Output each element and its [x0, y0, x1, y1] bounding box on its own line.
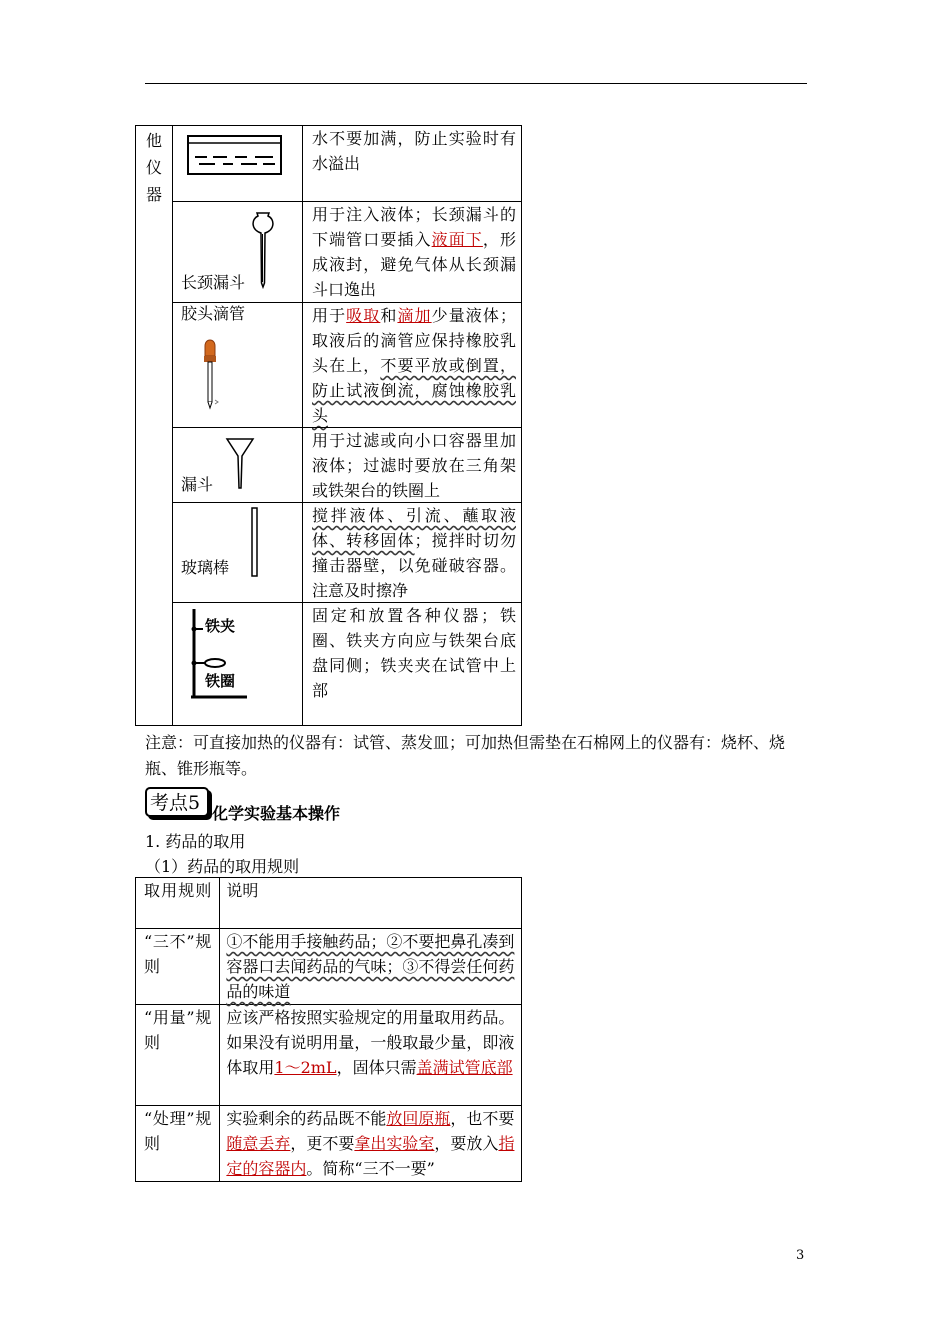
- image-cell: [173, 126, 303, 201]
- category-cell: [136, 126, 173, 725]
- desc-text: 不要平放或倒置，防止试液倒流，腐蚀橡胶乳头: [312, 356, 516, 425]
- table-row: [136, 929, 522, 1005]
- instrument-row-dropper: [173, 302, 522, 427]
- key-term: 吸取: [346, 306, 381, 325]
- iron-clamp-label: 铁夹: [205, 617, 236, 635]
- subheading: 1. 药品的取用: [145, 832, 246, 851]
- desc-text: ，固体只需: [336, 1058, 417, 1077]
- section-title: 化学实验基本操作: [212, 804, 341, 823]
- desc-text: ，也不要: [450, 1109, 515, 1128]
- long-neck-funnel-icon: [248, 210, 278, 290]
- key-term: 放回原瓶: [386, 1109, 451, 1128]
- instrument-name: 漏斗: [181, 475, 214, 494]
- note-text: 注意：可直接加热的仪器有：试管、蒸发皿；可加热但需垫在石棉网上的仪器有：烧杯、烧瓶、锥形瓶等。: [145, 733, 786, 778]
- instrument-row-funnel: [173, 427, 522, 502]
- image-cell: [173, 603, 303, 726]
- desc-text: 和: [380, 306, 398, 325]
- image-cell: [173, 303, 303, 427]
- instrument-desc: [304, 503, 516, 603]
- key-term: 指定的容器内: [226, 1134, 515, 1178]
- category-char: 他: [145, 131, 162, 150]
- section-badge: [145, 787, 209, 817]
- funnel-icon: [225, 436, 255, 492]
- desc-text: 应该严格按照实验规定的用量取用药品。如果没有说明用量，一般取最少量，即液体取用: [226, 1008, 515, 1077]
- key-term: 1～2mL: [274, 1058, 337, 1077]
- instrument-desc: [304, 428, 516, 503]
- desc-text: 搅拌液体、引流、蘸取液体、转移固体: [312, 506, 516, 550]
- iron-ring-label: 铁圈: [205, 672, 236, 690]
- key-term: 滴加: [397, 306, 432, 325]
- desc-text: ①不能用手接触药品；②不要把鼻孔凑到容器口去闻药品的气味；③不得尝任何药品的味道: [226, 932, 515, 1001]
- rule-desc: [220, 929, 522, 1005]
- key-term: 液面下: [431, 230, 483, 249]
- instrument-row-water-trough: [173, 126, 522, 201]
- page-number: 3: [796, 1248, 805, 1263]
- header-cell-rule: 取用规则: [136, 878, 220, 929]
- instrument-row-iron-stand: [173, 602, 522, 726]
- header-rule: [145, 83, 807, 84]
- key-term: 拿出实验室: [354, 1134, 435, 1153]
- rule-desc: [220, 1005, 522, 1106]
- desc-text: 用于过滤或向小口容器里加液体；过滤时要放在三角架或铁架台的铁圈上: [312, 431, 516, 500]
- desc-text: 固定和放置各种仪器；铁圈、铁夹方向应与铁架台底盘同侧；铁夹夹在试管中上部: [312, 606, 516, 700]
- instrument-desc: [304, 202, 516, 302]
- section-badge-label: 考点5: [150, 792, 201, 814]
- desc-text: 。简称“三不一要”: [306, 1159, 435, 1178]
- header-cell-desc: 说明: [220, 878, 522, 929]
- key-term: 盖满试管底部: [416, 1058, 513, 1077]
- instrument-name: 长颈漏斗: [181, 273, 246, 292]
- table-row: [136, 1005, 522, 1106]
- category-char: 仪: [145, 158, 162, 177]
- dropper-icon: [198, 336, 228, 412]
- image-cell: [173, 202, 303, 302]
- image-cell: [173, 503, 303, 602]
- instrument-name: 玻璃棒: [181, 558, 230, 577]
- desc-text: 水不要加满，防止实验时有水溢出: [312, 129, 516, 173]
- table-row: [136, 1106, 522, 1182]
- subheading: （1）药品的取用规则: [145, 857, 300, 876]
- table-header-row: [136, 878, 522, 929]
- instrument-desc: [304, 126, 516, 176]
- instrument-name: 胶头滴管: [181, 304, 246, 323]
- rules-table: [135, 877, 522, 1182]
- desc-text: 用于注入液体；长颈漏斗的下端管口要插入: [312, 205, 516, 249]
- desc-text: 用于: [312, 306, 347, 325]
- desc-text: 实验剩余的药品既不能: [226, 1109, 387, 1128]
- water-trough-icon: [185, 132, 285, 180]
- instrument-desc: [304, 303, 516, 428]
- instrument-row-long-neck-funnel: [173, 201, 522, 302]
- rule-name: “用量”规则: [136, 1005, 220, 1106]
- desc-text: ；搅拌时切勿撞击器壁，以免碰破容器。注意及时擦净: [312, 531, 516, 600]
- image-cell: [173, 428, 303, 502]
- key-term: 随意丢弃: [226, 1134, 291, 1153]
- rule-name: “三不”规则: [136, 929, 220, 1005]
- instrument-row-glass-rod: [173, 502, 522, 602]
- desc-text: 少量液体；取液后的滴管应保持橡胶乳头在上，: [312, 306, 516, 375]
- instrument-table: [135, 125, 522, 726]
- instrument-desc: [304, 603, 516, 703]
- glass-rod-icon: [249, 507, 261, 579]
- rule-name: “处理”规则: [136, 1106, 220, 1182]
- desc-text: ，更不要: [290, 1134, 355, 1153]
- desc-text: ，形成液封，避免气体从长颈漏斗口逸出: [312, 230, 516, 299]
- rule-desc: [220, 1106, 522, 1182]
- desc-text: ，要放入: [434, 1134, 499, 1153]
- category-char: 器: [145, 185, 162, 204]
